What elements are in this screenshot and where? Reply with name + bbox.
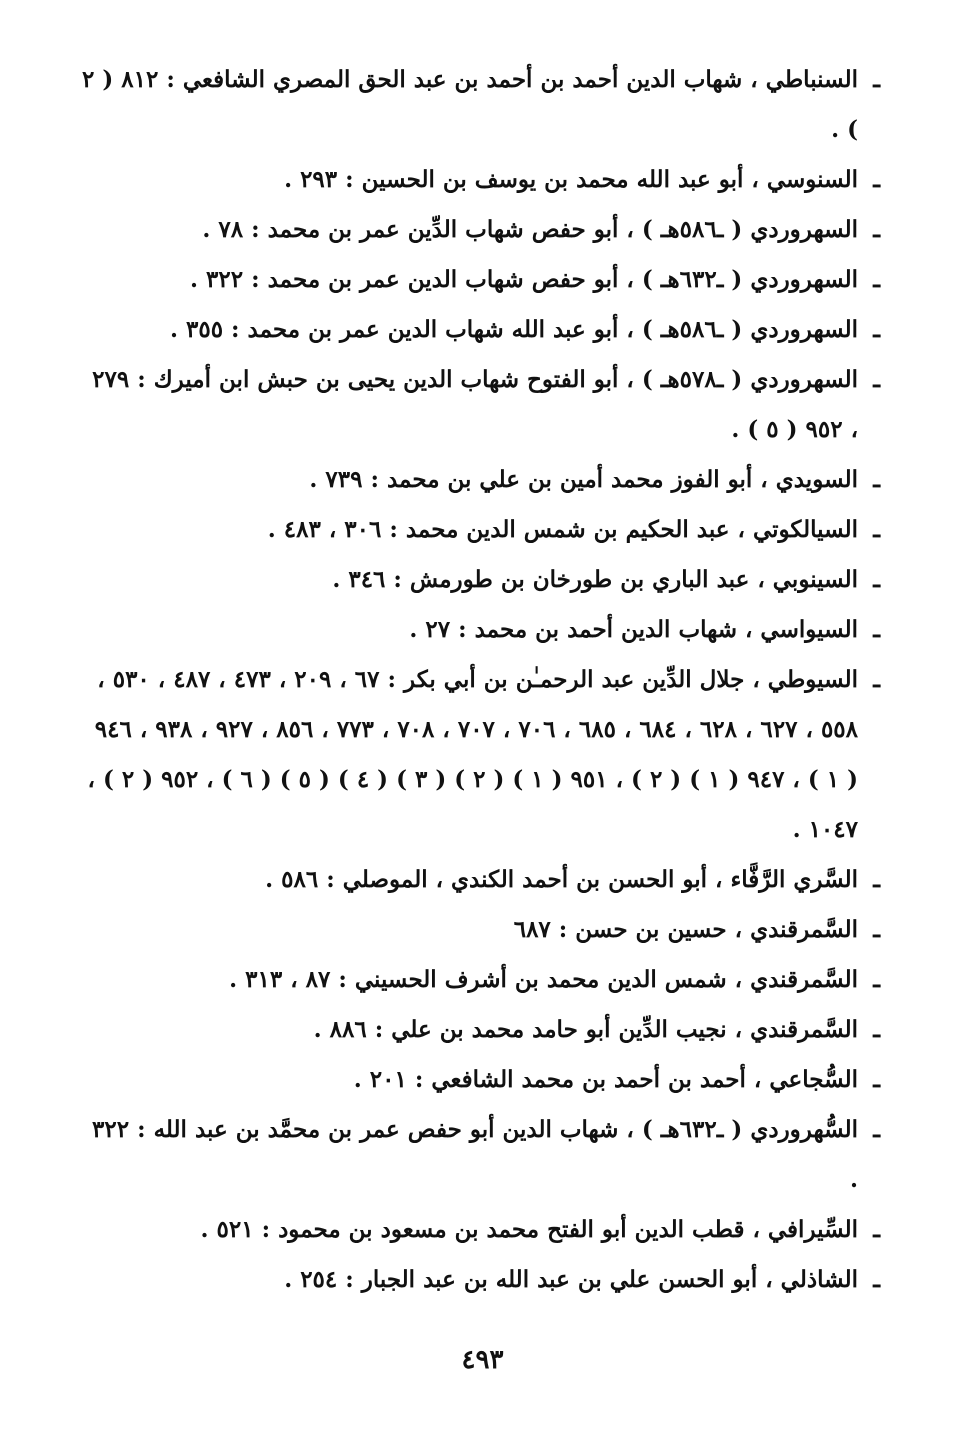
- entry-text: السَّمرقندي ، نجيب الدِّين أبو حامد محمد بن علي : ٨٨٦ .: [313, 1016, 858, 1043]
- index-entry: [80, 655, 880, 855]
- entry-dash: ـ: [873, 466, 880, 493]
- entry-dash: ـ: [873, 266, 880, 293]
- entry-text: السيالكوتي ، عبد الحكيم بن شمس الدين محمد : ٣٠٦ ، ٤٨٣ .: [267, 516, 858, 543]
- entry-dash: ـ: [873, 1216, 880, 1243]
- entry-dash: ـ: [873, 1016, 880, 1043]
- entry-text: السهروردي ( ـ٦٣٢هـ ) ، أبو حفص شهاب الدين عمر بن محمد : ٣٢٢ .: [190, 266, 858, 293]
- index-entry: [80, 1105, 880, 1205]
- entry-text: السُّهروردي ( ـ٦٣٢هـ ) ، شهاب الدين أبو حفص عمر بن محمَّد بن عبد الله : ٣٢٢ .: [92, 1116, 858, 1193]
- index-entry: [80, 855, 880, 905]
- entry-text: السيوطي ، جلال الدِّين عبد الرحمـٰن بن أبي بكر : ٦٧ ، ٢٠٩ ، ٤٧٣ ، ٤٨٧ ، ٥٣٠ ، ٥٥٨ ، ٦٢٧ ، ٦٢٨ ، ٦٨٤ ، ٦٨٥ ، ٧٠٦ ، ٧٠٧ ، ٧٠٨ ، ٧٧٣ ، ٨٥٦ ، ٩٢٧ ، ٩٣٨ ، ٩٤٦ ( ١ ) ، ٩٤٧ ( ١ ) ( ٢ ) ، ٩٥١ ( ١ ) ( ٢ ) ( ٣ ) ( ٤ ) ( ٥ ) ( ٦ ) ، ٩٥٢ ( ٢ ) ، ١٠٤٧ .: [87, 666, 858, 843]
- index-entry: [80, 255, 880, 305]
- entry-text: السَّري الرَّفَّاء ، أبو الحسن بن أحمد الكندي ، الموصلي : ٥٨٦ .: [265, 866, 858, 893]
- entry-text: السَّمرقندي ، حسين بن حسن : ٦٨٧: [513, 916, 858, 943]
- entry-dash: ـ: [873, 316, 880, 343]
- entry-dash: ـ: [873, 166, 880, 193]
- entry-text: السهروردي ( ـ٥٧٨هـ ) ، أبو الفتوح شهاب الدين يحيى بن حبش ابن أميرك : ٢٧٩ ، ٩٥٢ ( ٥ ) .: [92, 366, 858, 443]
- entry-dash: ـ: [873, 966, 880, 993]
- entry-dash: ـ: [873, 66, 880, 93]
- index-entry: [80, 505, 880, 555]
- index-entry: [80, 205, 880, 255]
- entry-text: السينوبي ، عبد الباري بن طورخان بن طورمش : ٣٤٦ .: [332, 566, 858, 593]
- entry-text: السِّيرافي ، قطب الدين أبو الفتح محمد بن مسعود بن محمود : ٥٢١ .: [200, 1216, 858, 1243]
- index-entry: [80, 555, 880, 605]
- index-entry: [80, 155, 880, 205]
- entry-text: السنباطي ، شهاب الدين أحمد بن أحمد بن عبد الحق المصري الشافعي : ٨١٢ ( ٢ ) .: [82, 66, 858, 143]
- entry-dash: ـ: [873, 1266, 880, 1293]
- entry-text: السنوسي ، أبو عبد الله محمد بن يوسف بن الحسين : ٢٩٣ .: [284, 166, 858, 193]
- entry-dash: ـ: [873, 866, 880, 893]
- index-entry: [80, 905, 880, 955]
- entry-dash: ـ: [873, 1116, 880, 1143]
- entry-text: السهروردي ( ـ٥٨٦هـ ) ، أبو عبد الله شهاب الدين عمر بن محمد : ٣٥٥ .: [169, 316, 858, 343]
- entry-text: السهروردي ( ـ٥٨٦هـ ) ، أبو حفص شهاب الدِّين عمر بن محمد : ٧٨ .: [202, 216, 858, 243]
- index-page: [80, 55, 880, 1305]
- entry-text: الشاذلي ، أبو الحسن علي بن عبد الله بن عبد الجبار : ٢٥٤ .: [284, 1266, 858, 1293]
- entry-dash: ـ: [873, 666, 880, 693]
- index-entry: [80, 55, 880, 155]
- index-entry: [80, 605, 880, 655]
- index-entry: [80, 455, 880, 505]
- entry-text: السَّمرقندي ، شمس الدين محمد بن أشرف الحسيني : ٨٧ ، ٣١٣ .: [229, 966, 858, 993]
- entry-dash: ـ: [873, 616, 880, 643]
- index-entry: [80, 1055, 880, 1105]
- entry-dash: ـ: [873, 1066, 880, 1093]
- entry-dash: ـ: [873, 916, 880, 943]
- entry-dash: ـ: [873, 366, 880, 393]
- entry-dash: ـ: [873, 516, 880, 543]
- entry-dash: ـ: [873, 216, 880, 243]
- entry-dash: ـ: [873, 566, 880, 593]
- index-entry: [80, 1205, 880, 1255]
- page-number: ٤٩٣: [461, 1345, 504, 1375]
- index-entry: [80, 1255, 880, 1305]
- index-entry: [80, 305, 880, 355]
- entry-text: السويدي ، أبو الفوز محمد أمين بن علي بن محمد : ٧٣٩ .: [309, 466, 858, 493]
- index-entry: [80, 955, 880, 1005]
- entry-text: السُّجاعي ، أحمد بن أحمد بن محمد الشافعي : ٢٠١ .: [353, 1066, 858, 1093]
- entry-text: السيواسي ، شهاب الدين أحمد بن محمد : ٢٧ .: [409, 616, 858, 643]
- index-entry: [80, 1005, 880, 1055]
- index-entry: [80, 355, 880, 455]
